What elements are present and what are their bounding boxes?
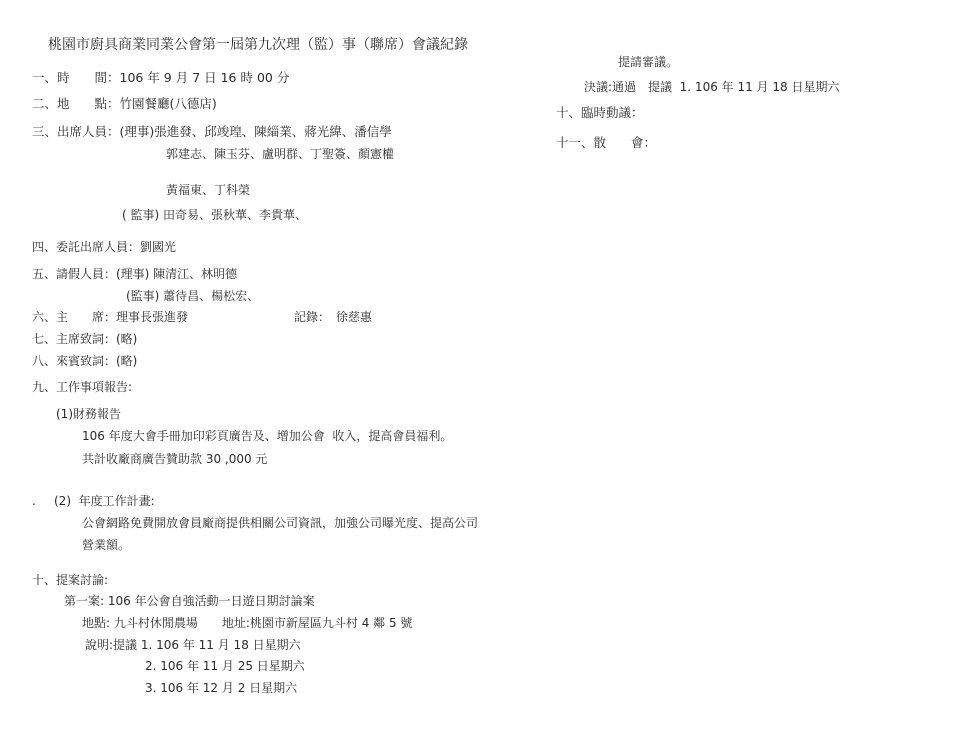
case1-option1: 說明:提議 1. 106 年 11 月 18 日星期六 (85, 638, 301, 652)
work-report-heading: 九、工作事項報告: (32, 380, 133, 394)
attendees-directors-cont: 郭建志、陳玉芬、盧明群、丁聖簽、顏憲權 (166, 147, 395, 161)
document-title: 桃園市廚具商業同業公會第一屆第九次理（監）事（聯席）會議紀錄 (48, 37, 468, 53)
submit-review: 提請審議。 (618, 55, 679, 69)
plan-bullet: . (32, 494, 36, 508)
annual-plan-line1: 公會網路免費開放會員廠商提供相關公司資訊，加強公司曝光度、提高公司 (82, 516, 479, 530)
leave-directors: 五、請假人員：(理事) 陳清江、林明德 (32, 267, 238, 281)
chairperson: 六、主 席：理事長張進發 (32, 310, 189, 324)
guest-speech: 八、來賓致詞：(略) (32, 354, 138, 368)
recorder: 記錄： 徐慈惠 (294, 310, 373, 324)
adjournment: 十一、散 會： (556, 135, 657, 150)
case1-option3: 3. 106 年 12 月 2 日星期六 (145, 681, 298, 695)
chair-speech: 七、主席致詞：(略) (32, 332, 138, 346)
attendees-supervisors: ( 監事) 田奇易、張秋華、李貴華、 (122, 208, 307, 222)
leave-supervisors: (監事) 蕭待昌、楊松宏、 (126, 289, 260, 303)
case1-place: 地點: 九斗村休閒農場 地址:桃園市新屋區九斗村 4 鄰 5 號 (82, 616, 413, 630)
case1-title: 第一案: 106 年公會自強活動一日遊日期討論案 (64, 594, 315, 608)
proxy-attendee: 四、委託出席人員：劉國光 (32, 240, 177, 254)
annual-plan-line2: 營業額。 (82, 538, 131, 552)
attendees-directors: 三、出席人員：(理事)張進發、邱竣瑝、陳緇業、蔣光緯、潘信學 (32, 124, 392, 139)
finance-report-line1: 106 年度大會手冊加印彩頁廣告及、增加公會 收入，提高會員福利。 (82, 429, 453, 443)
case1-option2: 2. 106 年 11 月 25 日星期六 (145, 659, 305, 673)
proposal-heading: 十、提案討論: (32, 573, 109, 587)
annual-plan-title: (2) 年度工作計畫: (54, 494, 155, 508)
finance-report-title: (1)財務報告 (56, 407, 121, 421)
resolution: 決議:通過 提議 1. 106 年 11 月 18 日星期六 (584, 80, 840, 94)
attendees-directors-cont2: 黃福東、丁科榮 (166, 183, 251, 197)
extempore-motions: 十、臨時動議： (556, 105, 644, 120)
meeting-place: 二、地 點：竹園餐廳(八德店) (32, 96, 217, 111)
finance-report-line2: 共計收廠商廣告贊助款 30 ,000 元 (82, 452, 268, 466)
meeting-time: 一、時 間：106 年 9 月 7 日 16 時 00 分 (32, 70, 290, 85)
